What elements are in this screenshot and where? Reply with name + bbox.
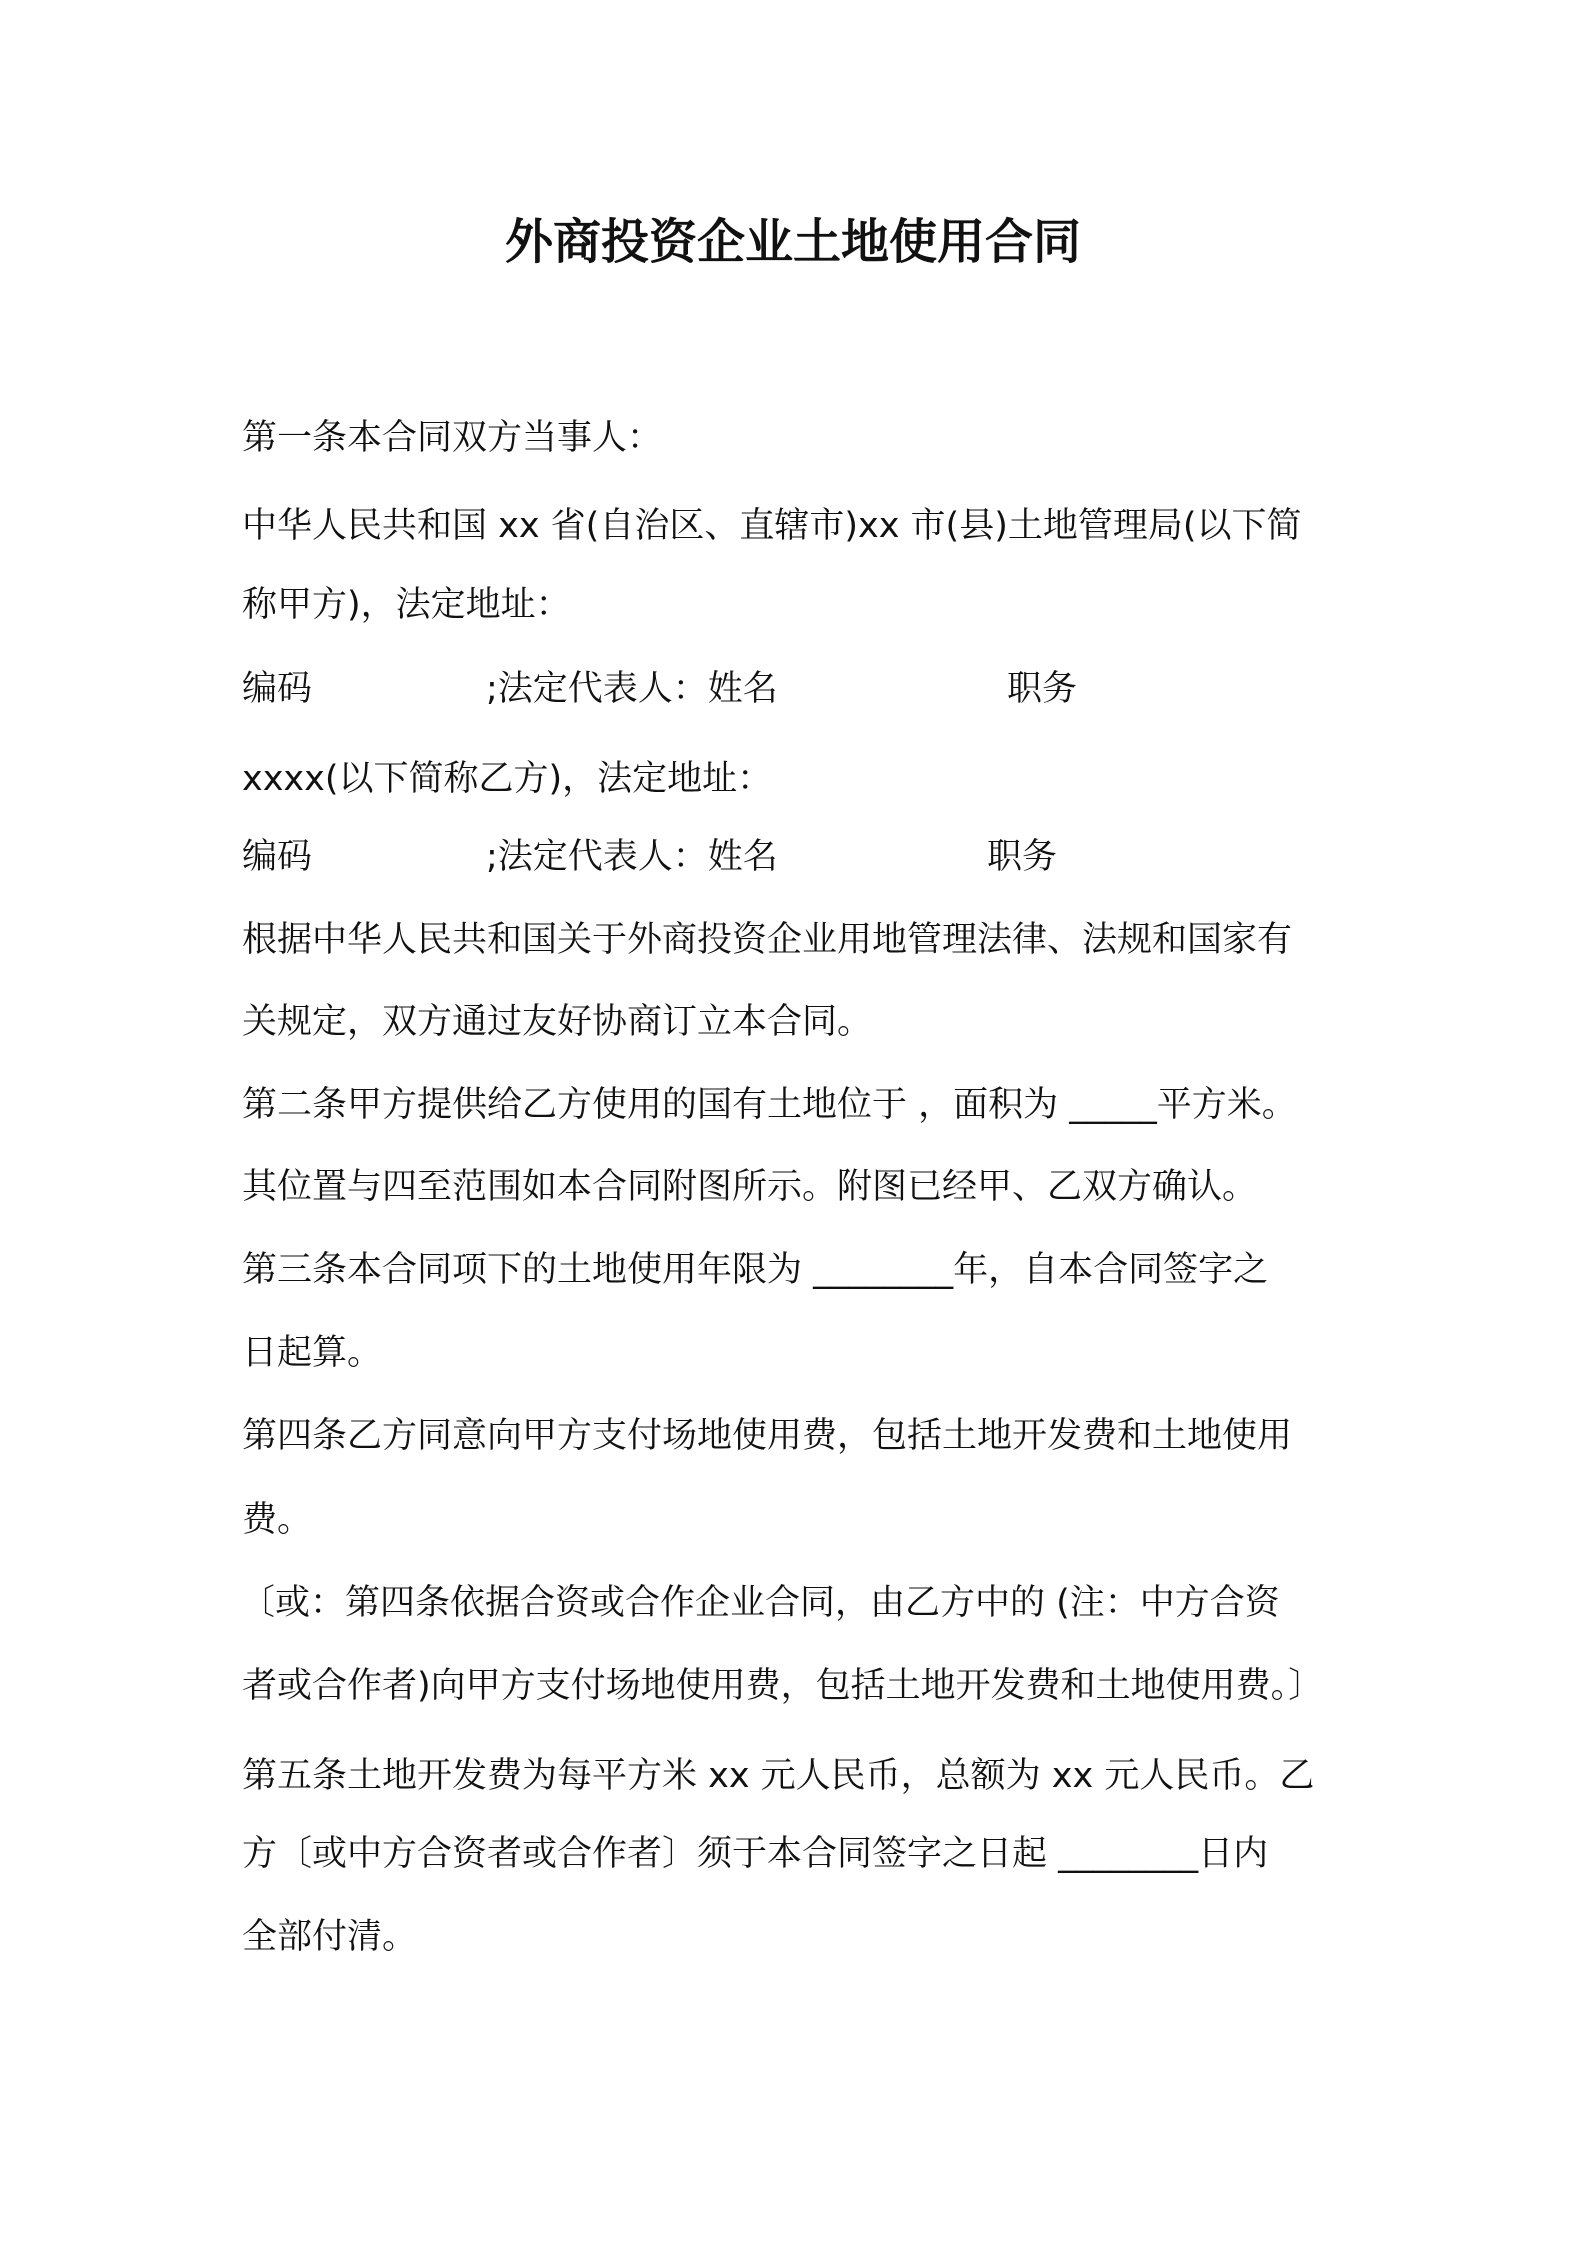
party-a-code-row [242, 667, 1342, 711]
document-title: 外商投资企业土地使用合同 [504, 214, 1081, 270]
party-a-code-label: 编码 [242, 669, 313, 709]
clause-5-line-1: 第五条土地开发费为每平方米 xx 元人民币，总额为 xx 元人民币。乙 [242, 1756, 1315, 1796]
clause-4-alt-line-2: 者或合作者)向甲方支付场地使用费，包括土地开发费和土地使用费。〕 [242, 1666, 1324, 1706]
clause-2-line-1: 第二条甲方提供给乙方使用的国有土地位于 ，面积为 _____平方米。 [242, 1085, 1297, 1125]
preamble-line-1: 根据中华人民共和国关于外商投资企业用地管理法律、法规和国家有 [242, 920, 1293, 960]
party-b-code-row [242, 835, 1342, 879]
clause-4-alt-line-1: 〔或：第四条依据合资或合作企业合同，由乙方中的 (注：中方合资 [240, 1583, 1280, 1623]
clause-4-line-2: 费。 [242, 1500, 313, 1540]
party-b-line: xxxx(以下简称乙方)，法定地址： [242, 759, 773, 799]
clause-5-line-3: 全部付清。 [242, 1917, 418, 1957]
clause-1-heading: 第一条本合同双方当事人： [242, 418, 663, 458]
party-b-code-label: 编码 [242, 837, 313, 877]
preamble-line-2: 关规定，双方通过友好协商订立本合同。 [242, 1002, 873, 1042]
party-a-line-1: 中华人民共和国 xx 省(自治区、直辖市)xx 市(县)土地管理局(以下简 [242, 506, 1302, 546]
party-b-position-label: 职务 [987, 837, 1058, 877]
clause-3-line-1: 第三条本合同项下的土地使用年限为 ________年，自本合同签字之 [242, 1250, 1269, 1290]
party-a-position-label: 职务 [1007, 669, 1078, 709]
party-b-rep-label: ;法定代表人：姓名 [486, 837, 778, 877]
clause-2-line-2: 其位置与四至范围如本合同附图所示。附图已经甲、乙双方确认。 [242, 1167, 1258, 1207]
clause-4-line-1: 第四条乙方同意向甲方支付场地使用费，包括土地开发费和土地使用 [242, 1416, 1293, 1456]
clause-3-line-2: 日起算。 [242, 1333, 383, 1373]
party-a-rep-label: ;法定代表人：姓名 [486, 669, 778, 709]
party-a-line-2: 称甲方)，法定地址： [242, 585, 571, 625]
clause-5-line-2: 方〔或中方合资者或合作者〕须于本合同签字之日起 ________日内 [242, 1834, 1269, 1874]
